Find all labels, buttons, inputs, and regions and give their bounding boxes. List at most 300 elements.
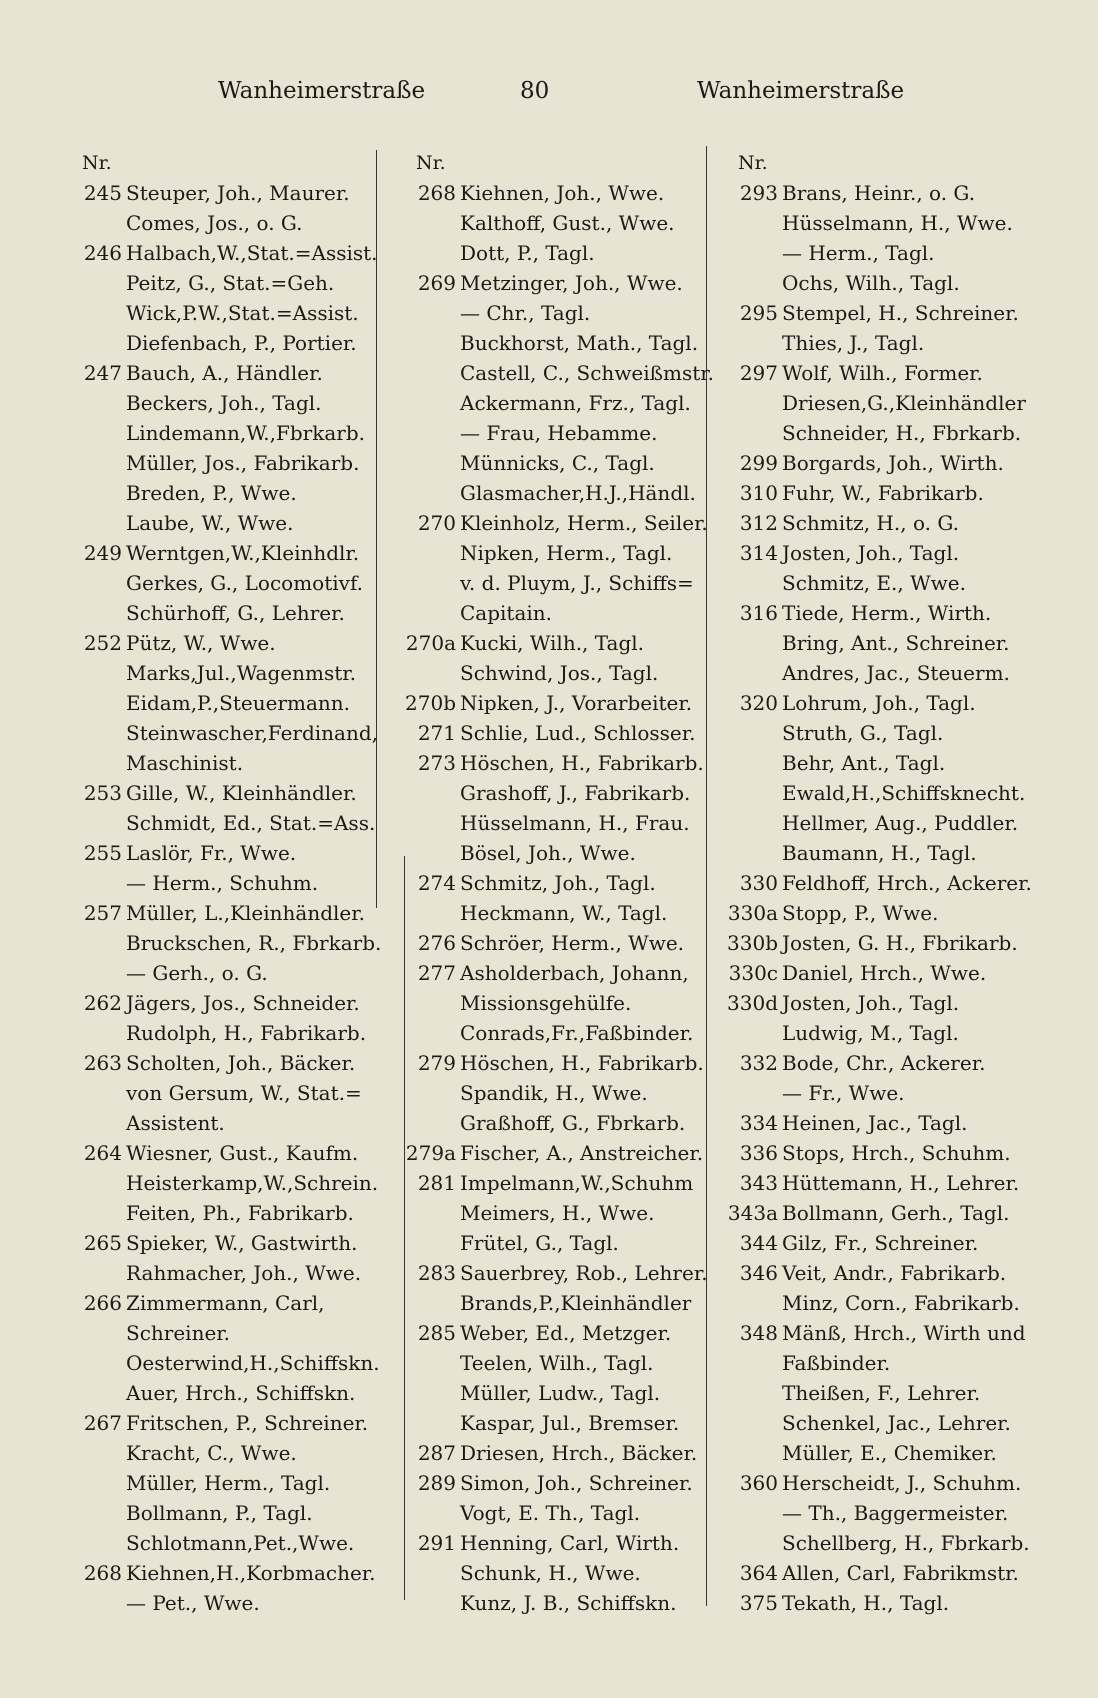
house-number: 360 <box>739 1471 778 1495</box>
directory-entry <box>392 478 722 508</box>
resident-entry: Schunk, H., Wwe. <box>460 1561 641 1585</box>
resident-entry: Heckmann, W., Tagl. <box>460 901 668 925</box>
house-number: 273 <box>417 751 456 775</box>
resident-entry: Stempel, H., Schreiner. <box>782 301 1019 325</box>
directory-entry <box>58 1498 388 1528</box>
directory-entry <box>58 868 388 898</box>
directory-entry <box>714 1138 1044 1168</box>
directory-entry <box>392 1318 722 1348</box>
directory-entry <box>392 508 722 538</box>
resident-entry: Ludwig, M., Tagl. <box>782 1021 959 1045</box>
resident-entry: Bring, Ant., Schreiner. <box>782 631 1010 655</box>
resident-entry: Baumann, H., Tagl. <box>782 841 977 865</box>
resident-entry: Henning, Carl, Wirth. <box>460 1531 680 1555</box>
resident-entry: Minz, Corn., Fabrikarb. <box>782 1291 1020 1315</box>
house-number: 279a <box>405 1141 456 1165</box>
directory-entry <box>392 1288 722 1318</box>
directory-entry <box>58 1168 388 1198</box>
house-number: 268 <box>417 181 456 205</box>
entry-continuation <box>58 748 388 778</box>
resident-entry: Meimers, H., Wwe. <box>460 1201 655 1225</box>
resident-entry: Schreiner. <box>126 1321 231 1345</box>
directory-entry <box>392 1348 722 1378</box>
directory-entry <box>58 358 388 388</box>
resident-entry: Glasmacher,H.J.,Händl. <box>460 481 696 505</box>
house-number: 271 <box>417 721 456 745</box>
resident-entry: Hüsselmann, H., Frau. <box>460 811 690 835</box>
directory-entry <box>714 418 1044 448</box>
resident-entry: Stopp, P., Wwe. <box>782 901 939 925</box>
column-number-label: Nr. <box>82 152 112 174</box>
entry-continuation <box>714 1348 1044 1378</box>
resident-entry: Laslör, Fr., Wwe. <box>126 841 297 865</box>
column-number-label: Nr. <box>416 152 446 174</box>
directory-entry <box>714 298 1044 328</box>
directory-entry <box>714 1018 1044 1048</box>
house-number: 346 <box>739 1261 778 1285</box>
directory-entry <box>392 1018 722 1048</box>
street-name-left: Wanheimerstraße <box>218 78 426 104</box>
resident-entry: Buckhorst, Math., Tagl. <box>460 331 699 355</box>
directory-entry <box>58 1378 388 1408</box>
directory-entry <box>58 268 388 298</box>
directory-entry <box>58 298 388 328</box>
house-number: 344 <box>739 1231 778 1255</box>
house-number: 245 <box>83 181 122 205</box>
house-number: 249 <box>83 541 122 565</box>
directory-entry <box>714 538 1044 568</box>
directory-entry <box>392 898 722 928</box>
directory-entry <box>58 568 388 598</box>
resident-entry: Kracht, C., Wwe. <box>126 1441 297 1465</box>
house-number: 336 <box>739 1141 778 1165</box>
directory-entry <box>714 1318 1044 1348</box>
resident-entry: Asholderbach, Johann, <box>460 961 689 985</box>
house-number: 246 <box>83 241 122 265</box>
directory-entry <box>58 718 388 748</box>
house-number: 274 <box>417 871 456 895</box>
directory-entry <box>392 358 722 388</box>
directory-entry <box>392 688 722 718</box>
house-number: 269 <box>417 271 456 295</box>
resident-entry: Stops, Hrch., Schuhm. <box>782 1141 1011 1165</box>
resident-entry: Heinen, Jac., Tagl. <box>782 1111 968 1135</box>
resident-entry: Tekath, H., Tagl. <box>782 1591 950 1615</box>
directory-entry <box>58 928 388 958</box>
house-number: 330a <box>727 901 778 925</box>
resident-entry: Comes, Jos., o. G. <box>126 211 303 235</box>
resident-entry: Behr, Ant., Tagl. <box>782 751 946 775</box>
directory-entry <box>58 1438 388 1468</box>
directory-entry <box>714 1528 1044 1558</box>
resident-entry: Ewald,H.,Schiffsknecht. <box>782 781 1026 805</box>
house-number: 330d <box>727 991 778 1015</box>
resident-entry: Peitz, G., Stat.=Geh. <box>126 271 335 295</box>
directory-entry <box>392 238 722 268</box>
directory-entry <box>392 1168 722 1198</box>
directory-entry <box>714 1198 1044 1228</box>
directory-entry <box>714 1168 1044 1198</box>
directory-entry <box>58 208 388 238</box>
directory-entry <box>714 358 1044 388</box>
house-number: 289 <box>417 1471 456 1495</box>
house-number: 262 <box>83 991 122 1015</box>
resident-entry: Kucki, Wilh., Tagl. <box>460 631 645 655</box>
resident-entry: Daniel, Hrch., Wwe. <box>782 961 987 985</box>
resident-entry: v. d. Pluym, J., Schiffs= <box>460 571 694 595</box>
directory-entry <box>714 1438 1044 1468</box>
directory-entry <box>58 328 388 358</box>
directory-entry <box>392 778 722 808</box>
resident-entry: Simon, Joh., Schreiner. <box>460 1471 693 1495</box>
directory-column-2 <box>392 148 722 1618</box>
resident-entry: Fritschen, P., Schreiner. <box>126 1411 369 1435</box>
directory-entry <box>392 958 722 988</box>
directory-entry <box>714 868 1044 898</box>
entry-continuation <box>392 988 722 1018</box>
directory-entry <box>58 778 388 808</box>
entry-continuation <box>392 598 722 628</box>
house-number: 255 <box>83 841 122 865</box>
resident-entry: Weber, Ed., Metzger. <box>460 1321 672 1345</box>
house-number: 252 <box>83 631 122 655</box>
directory-entry <box>58 1078 388 1108</box>
resident-entry: — Herm., Tagl. <box>782 241 935 265</box>
resident-entry: Tiede, Herm., Wirth. <box>782 601 992 625</box>
directory-entry <box>714 778 1044 808</box>
resident-entry: Faßbinder. <box>782 1351 891 1375</box>
directory-entry <box>714 388 1044 418</box>
resident-entry: Müller, E., Chemiker. <box>782 1441 997 1465</box>
directory-entry <box>58 1558 388 1588</box>
resident-entry: Grashoff, J., Fabrikarb. <box>460 781 691 805</box>
resident-entry: Impelmann,W.,Schuhm <box>460 1171 694 1195</box>
directory-entry <box>714 958 1044 988</box>
house-number: 293 <box>739 181 778 205</box>
directory-entry <box>392 268 722 298</box>
resident-entry: — Frau, Hebamme. <box>460 421 658 445</box>
directory-entry <box>58 1468 388 1498</box>
directory-entry <box>58 478 388 508</box>
resident-entry: Marks,Jul.,Wagenmstr. <box>126 661 356 685</box>
resident-entry: Spieker, W., Gastwirth. <box>126 1231 358 1255</box>
resident-entry: Schmitz, Joh., Tagl. <box>460 871 656 895</box>
resident-entry: Lohrum, Joh., Tagl. <box>782 691 976 715</box>
house-number: 266 <box>83 1291 122 1315</box>
house-number: 343a <box>727 1201 778 1225</box>
resident-entry: Theißen, F., Lehrer. <box>782 1381 981 1405</box>
resident-entry: Schellberg, H., Fbrkarb. <box>782 1531 1030 1555</box>
directory-entry <box>392 628 722 658</box>
resident-entry: Ackermann, Frz., Tagl. <box>460 391 691 415</box>
directory-entry <box>58 1048 388 1078</box>
directory-entry <box>714 718 1044 748</box>
house-number: 343 <box>739 1171 778 1195</box>
directory-entry <box>58 418 388 448</box>
directory-entry <box>392 178 722 208</box>
resident-entry: Schlotmann,Pet.,Wwe. <box>126 1531 355 1555</box>
page-header <box>0 78 1098 114</box>
resident-entry: Graßhoff, G., Fbrkarb. <box>460 1111 686 1135</box>
resident-entry: Gille, W., Kleinhändler. <box>126 781 357 805</box>
house-number: 330b <box>727 931 778 955</box>
resident-entry: Schürhoff, G., Lehrer. <box>126 601 345 625</box>
directory-entry <box>714 898 1044 928</box>
house-number: 270a <box>405 631 456 655</box>
directory-entry <box>714 838 1044 868</box>
resident-entry: Hellmer, Aug., Puddler. <box>782 811 1019 835</box>
resident-entry: Wolf, Wilh., Former. <box>782 361 983 385</box>
resident-entry: Sauerbrey, Rob., Lehrer. <box>460 1261 708 1285</box>
house-number: 295 <box>739 301 778 325</box>
directory-entry <box>392 1258 722 1288</box>
house-number: 277 <box>417 961 456 985</box>
house-number: 291 <box>417 1531 456 1555</box>
resident-entry: Laube, W., Wwe. <box>126 511 294 535</box>
resident-entry: Frütel, G., Tagl. <box>460 1231 619 1255</box>
resident-entry: Breden, P., Wwe. <box>126 481 297 505</box>
resident-entry: Spandik, H., Wwe. <box>460 1081 648 1105</box>
house-number: 270 <box>417 511 456 535</box>
resident-entry: Fischer, A., Anstreicher. <box>460 1141 704 1165</box>
directory-entry <box>392 838 722 868</box>
directory-entry <box>392 1048 722 1078</box>
house-number: 264 <box>83 1141 122 1165</box>
directory-entry <box>58 988 388 1018</box>
directory-entry <box>714 928 1044 958</box>
directory-entry <box>392 448 722 478</box>
house-number: 268 <box>83 1561 122 1585</box>
directory-entry <box>392 748 722 778</box>
house-number: 320 <box>739 691 778 715</box>
resident-entry: Feiten, Ph., Fabrikarb. <box>126 1201 354 1225</box>
directory-entry <box>714 1378 1044 1408</box>
house-number: 297 <box>739 361 778 385</box>
resident-entry: Josten, G. H., Fbrikarb. <box>782 931 1018 955</box>
resident-entry: Schröer, Herm., Wwe. <box>460 931 685 955</box>
resident-entry: Auer, Hrch., Schiffskn. <box>126 1381 356 1405</box>
resident-entry: Werntgen,W.,Kleinhdlr. <box>126 541 360 565</box>
directory-entry <box>392 808 722 838</box>
directory-entry <box>714 328 1044 358</box>
resident-entry: Schmitz, E., Wwe. <box>782 571 966 595</box>
resident-entry: — Fr., Wwe. <box>782 1081 905 1105</box>
resident-entry: Josten, Joh., Tagl. <box>782 541 960 565</box>
directory-entry <box>392 568 722 598</box>
resident-entry: Höschen, H., Fabrikarb. <box>460 1051 704 1075</box>
directory-entry <box>58 838 388 868</box>
directory-entry <box>714 1588 1044 1618</box>
directory-entry <box>714 628 1044 658</box>
house-number: 330c <box>728 961 778 985</box>
resident-entry: — Gerh., o. G. <box>126 961 268 985</box>
resident-entry: Kalthoff, Gust., Wwe. <box>460 211 675 235</box>
resident-entry: Schneider, H., Fbrkarb. <box>782 421 1022 445</box>
resident-entry: Kiehnen,H.,Korbmacher. <box>126 1561 376 1585</box>
house-number: 279 <box>417 1051 456 1075</box>
house-number: 348 <box>739 1321 778 1345</box>
directory-entry <box>392 1138 722 1168</box>
resident-entry: Conrads,Fr.,Faßbinder. <box>460 1021 694 1045</box>
directory-entry <box>58 898 388 928</box>
directory-entry <box>714 988 1044 1018</box>
resident-entry: Fuhr, W., Fabrikarb. <box>782 481 984 505</box>
resident-entry: Allen, Carl, Fabrikmstr. <box>782 1561 1019 1585</box>
directory-entry <box>392 298 722 328</box>
directory-entry <box>714 1468 1044 1498</box>
directory-entry <box>58 1288 388 1318</box>
house-number: 299 <box>739 451 778 475</box>
directory-entry <box>714 208 1044 238</box>
directory-entry <box>392 1528 722 1558</box>
resident-entry: Mänß, Hrch., Wirth und <box>782 1321 1026 1345</box>
house-number: 312 <box>739 511 778 535</box>
resident-entry: Driesen, Hrch., Bäcker. <box>460 1441 698 1465</box>
resident-entry: Müller, L.,Kleinhändler. <box>126 901 365 925</box>
resident-entry: Veit, Andr., Fabrikarb. <box>782 1261 1007 1285</box>
directory-entry <box>714 1228 1044 1258</box>
resident-entry: Steinwascher,Ferdinand, <box>126 721 379 745</box>
directory-entry <box>392 1468 722 1498</box>
resident-entry: Teelen, Wilh., Tagl. <box>460 1351 654 1375</box>
directory-entry <box>392 328 722 358</box>
directory-entry <box>58 508 388 538</box>
house-number: 332 <box>739 1051 778 1075</box>
resident-entry: Schlie, Lud., Schlosser. <box>460 721 696 745</box>
directory-entry <box>58 1348 388 1378</box>
resident-entry: Wick,P.W.,Stat.=Assist. <box>126 301 359 325</box>
resident-entry: Nipken, Herm., Tagl. <box>460 541 673 565</box>
directory-entry <box>58 238 388 268</box>
resident-entry: Bösel, Joh., Wwe. <box>460 841 636 865</box>
directory-entry <box>58 958 388 988</box>
resident-entry: Beckers, Joh., Tagl. <box>126 391 322 415</box>
resident-entry: Vogt, E. Th., Tagl. <box>460 1501 641 1525</box>
house-number: 267 <box>83 1411 122 1435</box>
resident-entry: Maschinist. <box>126 751 244 775</box>
directory-entry <box>58 1018 388 1048</box>
resident-entry: Bollmann, P., Tagl. <box>126 1501 313 1525</box>
directory-entry <box>58 1198 388 1228</box>
directory-entry <box>714 1288 1044 1318</box>
directory-entry <box>58 628 388 658</box>
resident-entry: — Herm., Schuhm. <box>126 871 319 895</box>
directory-entry <box>714 1258 1044 1288</box>
resident-entry: von Gersum, W., Stat.= <box>126 1081 362 1105</box>
directory-entry <box>58 1258 388 1288</box>
directory-entry <box>392 388 722 418</box>
house-number: 281 <box>417 1171 456 1195</box>
house-number: 257 <box>83 901 122 925</box>
house-number: 283 <box>417 1261 456 1285</box>
resident-entry: Oesterwind,H.,Schiffskn. <box>126 1351 380 1375</box>
house-number: 265 <box>83 1231 122 1255</box>
directory-column-1 <box>58 148 388 1618</box>
directory-entry <box>714 1498 1044 1528</box>
directory-entry <box>714 268 1044 298</box>
directory-entry <box>714 808 1044 838</box>
street-name-right: Wanheimerstraße <box>697 78 905 104</box>
directory-entry <box>714 1408 1044 1438</box>
directory-entry <box>58 388 388 418</box>
page-number: 80 <box>520 78 550 104</box>
resident-entry: Schmitz, H., o. G. <box>782 511 959 535</box>
directory-entry <box>58 1228 388 1258</box>
resident-entry: Kiehnen, Joh., Wwe. <box>460 181 665 205</box>
directory-entry <box>392 1558 722 1588</box>
resident-entry: — Chr., Tagl. <box>460 301 591 325</box>
house-number: 270b <box>405 691 456 715</box>
house-number: 314 <box>739 541 778 565</box>
directory-entry <box>714 178 1044 208</box>
resident-entry: Missionsgehülfe. <box>460 991 632 1015</box>
resident-entry: Borgards, Joh., Wirth. <box>782 451 1004 475</box>
resident-entry: Zimmermann, Carl, <box>126 1291 325 1315</box>
directory-entry <box>714 448 1044 478</box>
house-number: 285 <box>417 1321 456 1345</box>
directory-entry <box>58 448 388 478</box>
resident-entry: Gilz, Fr., Schreiner. <box>782 1231 979 1255</box>
directory-entry <box>392 1438 722 1468</box>
directory-entry <box>58 1408 388 1438</box>
directory-entry <box>392 1408 722 1438</box>
resident-entry: Lindemann,W.,Fbrkarb. <box>126 421 365 445</box>
directory-entry <box>714 238 1044 268</box>
resident-entry: Bauch, A., Händler. <box>126 361 323 385</box>
column-number-label: Nr. <box>738 152 768 174</box>
resident-entry: Wiesner, Gust., Kaufm. <box>126 1141 359 1165</box>
resident-entry: Metzinger, Joh., Wwe. <box>460 271 683 295</box>
directory-entry <box>58 1588 388 1618</box>
resident-entry: Müller, Herm., Tagl. <box>126 1471 331 1495</box>
directory-entry <box>714 508 1044 538</box>
house-number: 287 <box>417 1441 456 1465</box>
directory-entry <box>392 1198 722 1228</box>
directory-entry <box>392 928 722 958</box>
directory-entry <box>392 1108 722 1138</box>
directory-entry <box>58 658 388 688</box>
resident-entry: Halbach,W.,Stat.=Assist. <box>126 241 378 265</box>
resident-entry: — Th., Baggermeister. <box>782 1501 1009 1525</box>
house-number: 247 <box>83 361 122 385</box>
resident-entry: Rudolph, H., Fabrikarb. <box>126 1021 367 1045</box>
entry-continuation <box>58 1318 388 1348</box>
resident-entry: Brans, Heinr., o. G. <box>782 181 976 205</box>
resident-entry: Rahmacher, Joh., Wwe. <box>126 1261 362 1285</box>
resident-entry: Münnicks, C., Tagl. <box>460 451 655 475</box>
house-number: 334 <box>739 1111 778 1135</box>
resident-entry: Feldhoff, Hrch., Ackerer. <box>782 871 1032 895</box>
resident-entry: Kaspar, Jul., Bremser. <box>460 1411 680 1435</box>
directory-entry <box>58 538 388 568</box>
house-number: 316 <box>739 601 778 625</box>
directory-entry <box>392 718 722 748</box>
directory-entry <box>392 208 722 238</box>
resident-entry: Kunz, J. B., Schiffskn. <box>460 1591 677 1615</box>
resident-entry: Gerkes, G., Locomotivf. <box>126 571 363 595</box>
resident-entry: Hüttemann, H., Lehrer. <box>782 1171 1020 1195</box>
resident-entry: Herscheidt, J., Schuhm. <box>782 1471 1022 1495</box>
resident-entry: — Pet., Wwe. <box>126 1591 260 1615</box>
resident-entry: Hüsselmann, H., Wwe. <box>782 211 1013 235</box>
entry-continuation <box>58 1108 388 1138</box>
resident-entry: Bollmann, Gerh., Tagl. <box>782 1201 1010 1225</box>
directory-entry <box>714 478 1044 508</box>
directory-entry <box>58 688 388 718</box>
resident-entry: Heisterkamp,W.,Schrein. <box>126 1171 379 1195</box>
resident-entry: Steuper, Joh., Maurer. <box>126 181 350 205</box>
resident-entry: Pütz, W., Wwe. <box>126 631 276 655</box>
